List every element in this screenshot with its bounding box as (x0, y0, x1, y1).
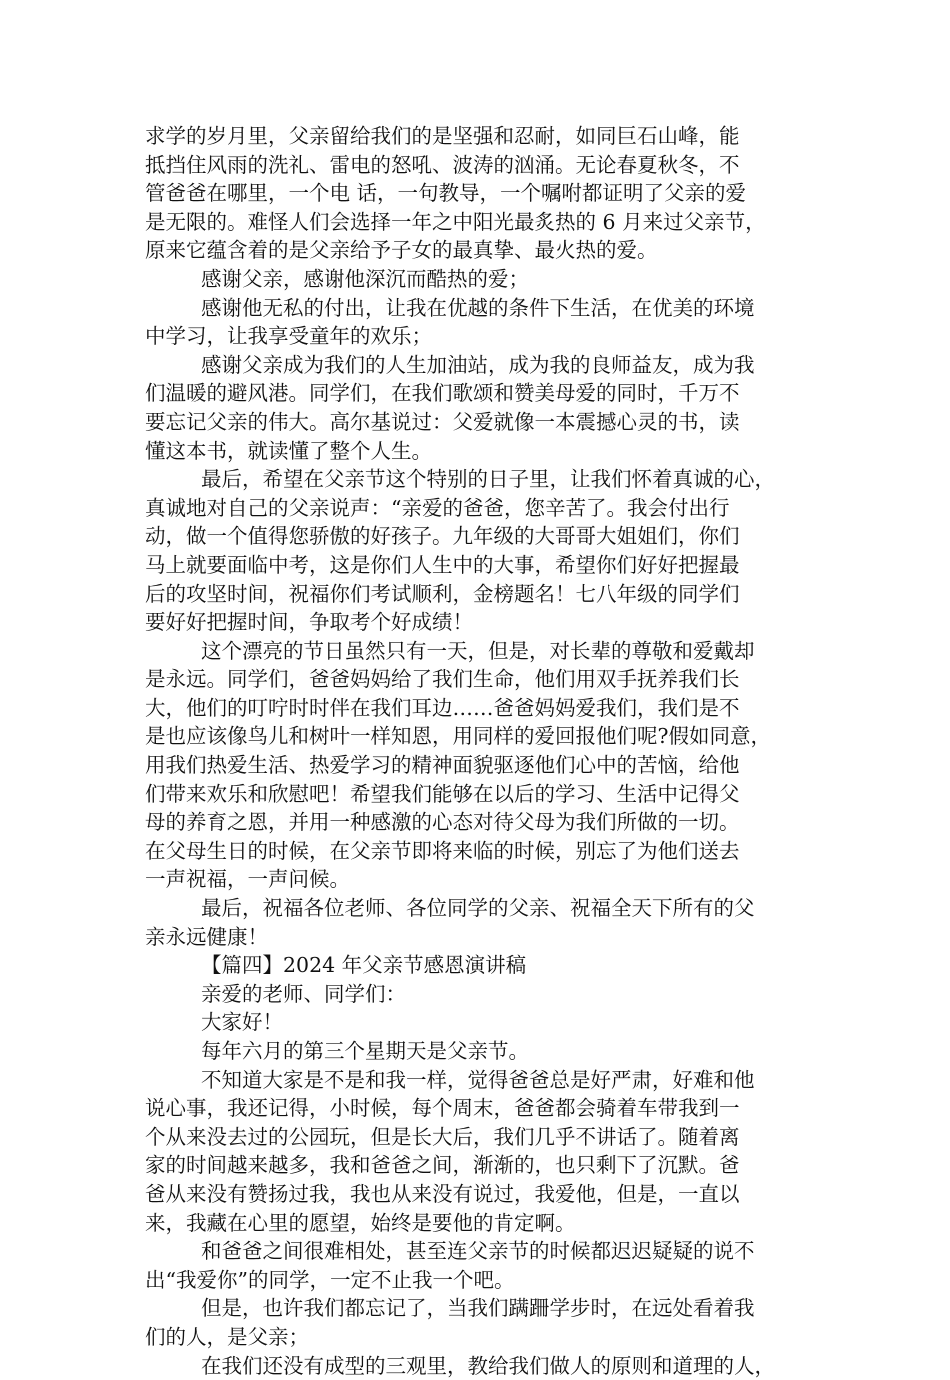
text-line: 个从来没去过的公园玩，但是长大后，我们几乎不讲话了。随着离 (145, 1124, 740, 1149)
text-line: 【篇四】2024 年父亲节感恩演讲稿 (201, 953, 527, 978)
text-line: 爸从来没有赞扬过我，我也从来没有说过，我爱他，但是，一直以 (145, 1181, 740, 1206)
text-line: 动，做一个值得您骄傲的好孩子。九年级的大哥哥大姐姐们，你们 (145, 524, 740, 549)
text-line: 家的时间越来越多，我和爸爸之间，渐渐的，也只剩下了沉默。爸 (145, 1153, 740, 1178)
text-line: 最后，希望在父亲节这个特别的日子里，让我们怀着真诚的心， (201, 467, 775, 492)
text-line: 说心事，我还记得，小时候，每个周末，爸爸都会骑着车带我到一 (145, 1096, 740, 1121)
text-line: 在我们还没有成型的三观里，教给我们做人的原则和道理的人， (201, 1353, 775, 1378)
text-line: 感谢父亲成为我们的人生加油站，成为我的良师益友，成为我 (201, 352, 755, 377)
text-line: 们温暖的避风港。同学们，在我们歌颂和赞美母爱的同时，千万不 (145, 381, 740, 406)
text-line: 来，我藏在心里的愿望，始终是要他的肯定啊。 (145, 1210, 576, 1235)
text-line: 是永远。同学们，爸爸妈妈给了我们生命，他们用双手抚养我们长 (145, 667, 740, 692)
text-line: 马上就要面临中考，这是你们人生中的大事，希望你们好好把握最 (145, 552, 740, 577)
text-line: 感谢父亲，感谢他深沉而酷热的爱； (201, 266, 529, 291)
text-line: 要忘记父亲的伟大。高尔基说过：父爱就像一本震撼心灵的书，读 (145, 409, 740, 434)
text-line: 一声祝福，一声问候。 (145, 867, 350, 892)
text-line: 出“我爱你”的同学，一定不止我一个吧。 (145, 1267, 515, 1292)
text-line: 大家好！ (201, 1010, 283, 1035)
text-line: 这个漂亮的节日虽然只有一天，但是，对长辈的尊敬和爱戴却 (201, 638, 755, 663)
text-line: 亲爱的老师、同学们： (201, 981, 406, 1006)
text-line: 感谢他无私的付出，让我在优越的条件下生活，在优美的环境 (201, 295, 755, 320)
text-line: 不知道大家是不是和我一样，觉得爸爸总是好严肃，好难和他 (201, 1067, 755, 1092)
text-line: 母的养育之恩，并用一种感激的心态对待父母为我们所做的一切。 (145, 810, 740, 835)
text-line: 要好好把握时间，争取考个好成绩！ (145, 610, 473, 635)
text-line: 用我们热爱生活、热爱学习的精神面貌驱逐他们心中的苦恼，给他 (145, 753, 740, 778)
text-line: 原来它蕴含着的是父亲给予子女的最真挚、最火热的爱。 (145, 238, 658, 263)
text-line: 但是，也许我们都忘记了，当我们蹒跚学步时，在远处看着我 (201, 1296, 755, 1321)
text-line: 管爸爸在哪里，一个电 话，一句教导，一个嘱咐都证明了父亲的爱 (145, 181, 747, 206)
text-line: 后的攻坚时间，祝福你们考试顺利，金榜题名！七八年级的同学们 (145, 581, 740, 606)
text-line: 懂这本书，就读懂了整个人生。 (145, 438, 432, 463)
document-body (145, 122, 825, 1380)
text-line: 中学习，让我享受童年的欢乐； (145, 324, 432, 349)
text-line: 是无限的。难怪人们会选择一年之中阳光最炙热的 6 月来过父亲节， (145, 209, 766, 234)
text-line: 们的人，是父亲； (145, 1324, 309, 1349)
text-line: 大，他们的叮咛时时伴在我们耳边……爸爸妈妈爱我们，我们是不 (145, 695, 740, 720)
text-line: 真诚地对自己的父亲说声：“亲爱的爸爸，您辛苦了。我会付出行 (145, 495, 730, 520)
text-line: 是也应该像鸟儿和树叶一样知恩，用同样的爱回报他们呢?假如同意， (145, 724, 771, 749)
text-line: 们带来欢乐和欣慰吧！希望我们能够在以后的学习、生活中记得父 (145, 781, 740, 806)
text-line: 亲永远健康！ (145, 924, 268, 949)
text-line: 最后，祝福各位老师、各位同学的父亲、祝福全天下所有的父 (201, 896, 755, 921)
text-line: 和爸爸之间很难相处，甚至连父亲节的时候都迟迟疑疑的说不 (201, 1239, 755, 1264)
text-line: 求学的岁月里，父亲留给我们的是坚强和忍耐，如同巨石山峰，能 (145, 124, 740, 148)
text-line: 在父母生日的时候，在父亲节即将来临的时候，别忘了为他们送去 (145, 838, 740, 863)
text-line: 抵挡住风雨的洗礼、雷电的怒吼、波涛的汹涌。无论春夏秋冬，不 (145, 152, 740, 177)
text-line: 每年六月的第三个星期天是父亲节。 (201, 1039, 529, 1063)
